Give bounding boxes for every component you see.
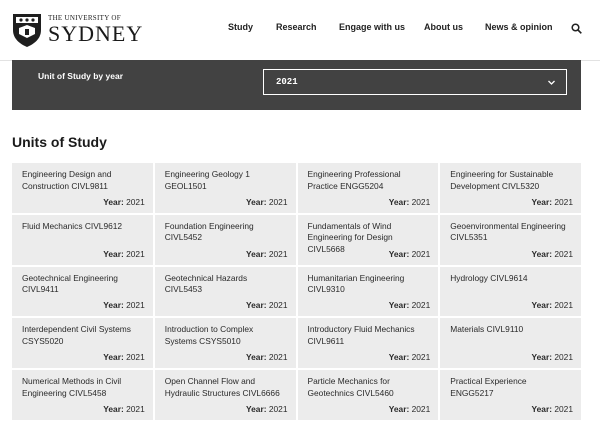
year-label: Year: [388, 403, 410, 414]
unit-title: Engineering Geology 1 GEOL1501 [164, 169, 250, 191]
chevron-down-icon [547, 78, 556, 87]
unit-card[interactable] [12, 318, 153, 368]
unit-card[interactable] [440, 267, 581, 317]
unit-year [389, 249, 430, 259]
logo-small-text: THE UNIVERSITY OF [48, 14, 121, 22]
nav-item-research[interactable]: Research [276, 22, 317, 32]
unit-title: Numerical Methods in Civil Engineering CIVL5458 [22, 376, 122, 398]
year-value: 2021 [126, 248, 145, 259]
unit-title: Interdependent Civil Systems CSYS5020 [22, 324, 131, 346]
unit-year [532, 249, 573, 259]
unit-title: Introduction to Complex Systems CSYS5010 [164, 324, 254, 346]
unit-year [246, 300, 287, 310]
unit-title: Fundamentals of Wind Engineering for Design CIVL5668 [307, 220, 393, 254]
unit-title: Foundation Engineering CIVL5452 [164, 220, 254, 243]
year-label: Year: [531, 403, 553, 414]
year-value: 2021 [126, 352, 145, 363]
year-label: Year: [103, 196, 124, 207]
unit-year [103, 404, 144, 414]
unit-title: Hydrology CIVL9614 [450, 272, 528, 283]
unit-card[interactable] [12, 163, 153, 213]
year-value: 2021 [268, 248, 288, 259]
unit-title: Humanitarian Engineering CIVL9310 [307, 272, 405, 295]
unit-year [246, 404, 287, 414]
search-icon[interactable] [571, 23, 582, 34]
year-value: 2021 [411, 196, 431, 207]
unit-card[interactable] [12, 215, 153, 265]
unit-year [103, 197, 144, 207]
year-value: 2021 [126, 300, 145, 311]
unit-card[interactable] [155, 318, 296, 368]
unit-card[interactable] [155, 370, 296, 420]
unit-year [532, 352, 573, 362]
unit-year [532, 300, 573, 310]
unit-year [103, 300, 144, 310]
nav-item-about[interactable]: About us [424, 22, 463, 32]
unit-title: Geotechnical Engineering CIVL9411 [22, 272, 118, 295]
year-value: 2021 [554, 300, 573, 311]
year-label: Year: [531, 352, 553, 363]
year-label: Year: [246, 403, 267, 414]
year-value: 2021 [554, 248, 573, 259]
year-label: Year: [531, 300, 553, 311]
unit-card[interactable] [155, 215, 296, 265]
unit-year [532, 404, 573, 414]
year-label: Year: [531, 248, 553, 259]
unit-card[interactable] [12, 370, 153, 420]
year-value: 2021 [268, 403, 288, 414]
unit-year [532, 197, 573, 207]
year-label: Year: [388, 352, 410, 363]
unit-card[interactable] [298, 267, 439, 317]
unit-title: Engineering Design and Construction CIVL9811 [22, 169, 112, 191]
year-value: 2021 [268, 352, 288, 363]
year-value: 2021 [268, 196, 288, 207]
unit-title: Geotechnical Hazards CIVL5453 [164, 272, 248, 295]
unit-title: Open Channel Flow and Hydraulic Structures CIVL6666 [164, 376, 280, 398]
year-filter-panel [12, 60, 581, 110]
year-value: 2021 [268, 300, 288, 311]
unit-title: Geoenvironmental Engineering CIVL5351 [450, 220, 566, 243]
unit-title: Introductory Fluid Mechanics CIVL9611 [307, 324, 415, 346]
year-value: 2021 [554, 352, 573, 363]
unit-title: Engineering for Sustainable Development CIVL5320 [450, 169, 554, 191]
nav-item-news[interactable]: News & opinion [485, 22, 553, 32]
crest-icon [11, 12, 43, 48]
year-label: Year: [388, 248, 410, 259]
year-value: 2021 [411, 300, 431, 311]
unit-year [246, 197, 287, 207]
year-label: Year: [246, 196, 267, 207]
unit-year [389, 197, 430, 207]
year-label: Year: [103, 248, 124, 259]
year-value: 2021 [554, 403, 573, 414]
year-label: Year: [246, 352, 267, 363]
unit-title: Materials CIVL9110 [450, 324, 524, 335]
unit-card[interactable] [298, 163, 439, 213]
university-logo[interactable] [11, 12, 143, 48]
year-label: Year: [103, 300, 124, 311]
unit-card[interactable] [440, 163, 581, 213]
unit-card[interactable] [12, 267, 153, 317]
unit-card[interactable] [440, 318, 581, 368]
unit-card[interactable] [298, 318, 439, 368]
unit-year [103, 249, 144, 259]
unit-title: Particle Mechanics for Geotechnics CIVL5460 [307, 376, 394, 398]
unit-year [389, 300, 430, 310]
unit-year [389, 352, 430, 362]
year-value: 2021 [126, 196, 145, 207]
year-value: 2021 [411, 248, 431, 259]
unit-card[interactable] [155, 267, 296, 317]
year-value: 2021 [411, 352, 431, 363]
unit-card[interactable] [155, 163, 296, 213]
year-label: Year: [103, 352, 124, 363]
logo-big-text: SYDNEY [48, 21, 144, 46]
nav-item-study[interactable]: Study [228, 22, 254, 32]
unit-year [103, 352, 144, 362]
year-label: Year: [531, 196, 553, 207]
unit-title: Engineering Professional Practice ENGG5204 [307, 169, 401, 191]
unit-title: Practical Experience ENGG5217 [450, 376, 527, 398]
unit-year [389, 404, 430, 414]
year-label: Year: [246, 248, 267, 259]
year-label: Year: [388, 300, 410, 311]
year-label: Year: [103, 403, 124, 414]
year-filter-label: Unit of Study by year [38, 71, 124, 81]
year-value: 2021 [411, 403, 431, 414]
unit-card[interactable] [298, 215, 439, 265]
unit-card[interactable] [440, 215, 581, 265]
year-label: Year: [388, 196, 410, 207]
unit-card[interactable] [298, 370, 439, 420]
nav-item-engage[interactable]: Engage with us [339, 22, 406, 32]
year-label: Year: [246, 300, 267, 311]
year-value: 2021 [126, 403, 145, 414]
site-header [0, 0, 600, 60]
year-select[interactable] [263, 69, 567, 95]
year-select-value: 2021 [276, 77, 298, 87]
year-value: 2021 [554, 196, 573, 207]
unit-card[interactable] [440, 370, 581, 420]
units-grid [12, 163, 581, 420]
unit-title: Fluid Mechanics CIVL9612 [22, 220, 123, 231]
section-title: Units of Study [12, 134, 107, 150]
unit-year [246, 352, 287, 362]
unit-year [246, 249, 287, 259]
